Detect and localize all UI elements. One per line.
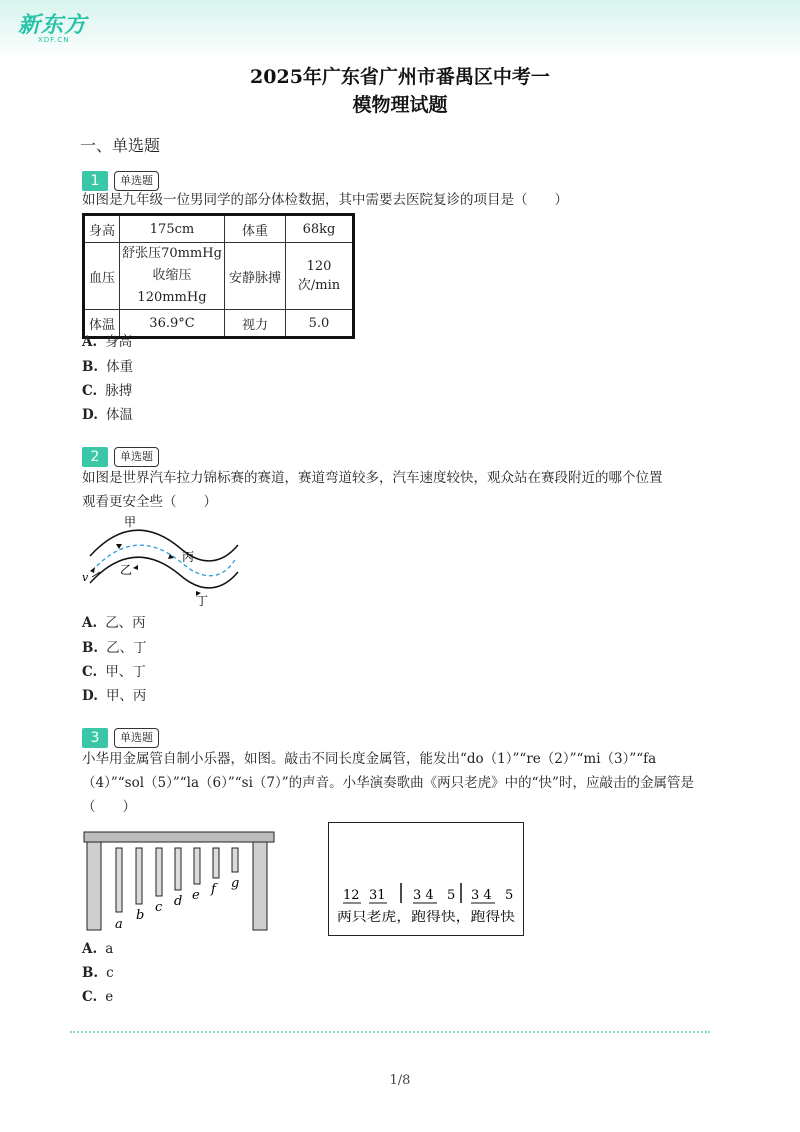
option-label: B. bbox=[82, 359, 99, 375]
option-label: A. bbox=[82, 334, 98, 350]
table-cell: 36.9°C bbox=[120, 310, 225, 338]
header-band bbox=[0, 0, 800, 60]
pipe-label-a: a bbox=[115, 917, 123, 932]
table-cell: 视力 bbox=[225, 310, 286, 338]
question-type-badge: 单选题 bbox=[114, 728, 159, 748]
question-stem-line1: 小华用金属管自制小乐器，如图。敲击不同长度金属管，能发出“do（1）”“re（2）”“mi（3）”“fa bbox=[82, 751, 657, 767]
question-type-badge: 单选题 bbox=[114, 171, 159, 191]
question-type-badge: 单选题 bbox=[114, 447, 159, 467]
table-cell-bp bbox=[120, 243, 225, 310]
option-text: a bbox=[105, 941, 114, 957]
table-cell-line: 收缩压120mmHg bbox=[137, 268, 207, 305]
pipe-d bbox=[175, 848, 181, 890]
music-score-box bbox=[328, 822, 524, 936]
score-lyrics: 两只老虎，跑得快，跑得快 bbox=[337, 910, 494, 925]
metal-pipes-figure bbox=[82, 830, 276, 934]
question-number: 3 bbox=[82, 728, 108, 748]
pipe-label-c: c bbox=[155, 900, 163, 915]
track-outer-edge bbox=[90, 530, 238, 561]
pipe-a bbox=[116, 848, 122, 912]
pipe-label-b: b bbox=[136, 908, 145, 923]
pipe-e bbox=[194, 848, 200, 884]
option-b[interactable] bbox=[82, 355, 133, 375]
table-cell: 120次/min bbox=[286, 243, 354, 310]
score-note: 5 bbox=[447, 888, 456, 903]
race-track-figure bbox=[78, 513, 248, 613]
table-cell: 安静脉搏 bbox=[225, 243, 286, 310]
option-label: A. bbox=[82, 615, 98, 631]
option-text: 体温 bbox=[105, 407, 133, 423]
option-text: 乙、丁 bbox=[106, 640, 147, 656]
option-text: 甲、丁 bbox=[105, 664, 146, 680]
arrow-icon bbox=[133, 565, 138, 570]
label-v: v bbox=[82, 571, 89, 584]
option-label: C. bbox=[82, 989, 98, 1005]
label-jia: 甲 bbox=[124, 515, 137, 529]
music-score bbox=[329, 823, 523, 935]
question-stem-line1: 如图是世界汽车拉力锦标赛的赛道，赛道弯道较多，汽车速度较快，观众站在赛段附近的哪个位置 bbox=[82, 470, 663, 486]
question-stem: 如图是九年级一位男同学的部分体检数据，其中需要去医院复诊的项目是（ ） bbox=[82, 192, 568, 208]
option-label: A. bbox=[82, 941, 98, 957]
option-d[interactable] bbox=[82, 684, 146, 704]
table-cell: 体重 bbox=[225, 215, 286, 243]
table-cell: 体温 bbox=[84, 310, 120, 338]
option-text: 脉搏 bbox=[105, 383, 133, 399]
track-inner-edge bbox=[90, 557, 238, 588]
option-b[interactable] bbox=[82, 636, 147, 656]
pipe-label-e: e bbox=[192, 888, 200, 903]
option-a[interactable] bbox=[82, 611, 146, 631]
option-text: e bbox=[105, 989, 114, 1005]
pipe-b bbox=[136, 848, 142, 904]
option-c[interactable] bbox=[82, 989, 113, 1005]
table-cell: 身高 bbox=[84, 215, 120, 243]
score-note: 5 bbox=[505, 888, 514, 903]
brand-logo bbox=[18, 8, 87, 44]
label-bing: 丙 bbox=[182, 550, 195, 564]
question-number: 2 bbox=[82, 447, 108, 467]
score-note: 31 bbox=[369, 888, 386, 903]
question-stem-line2: 观看更安全些（ ） bbox=[82, 494, 217, 510]
arrow-icon bbox=[90, 567, 95, 573]
pipe-f bbox=[213, 848, 219, 878]
table-cell: 5.0 bbox=[286, 310, 354, 338]
option-label: D. bbox=[82, 688, 98, 704]
pipe-g bbox=[232, 848, 238, 872]
option-label: D. bbox=[82, 407, 98, 423]
section-heading: 一、单选题 bbox=[80, 136, 161, 155]
option-text: c bbox=[106, 965, 114, 981]
option-text: 身高 bbox=[105, 334, 133, 350]
option-label: B. bbox=[82, 640, 99, 656]
table-top bbox=[84, 832, 274, 842]
option-c[interactable] bbox=[82, 660, 146, 680]
option-label: B. bbox=[82, 965, 99, 981]
label-ding: 丁 bbox=[196, 594, 209, 608]
score-note: 3 4 bbox=[413, 888, 434, 903]
score-note: 12 bbox=[343, 888, 360, 903]
checkup-table bbox=[82, 213, 355, 339]
pipe-label-g: g bbox=[231, 876, 240, 891]
option-text: 乙、丙 bbox=[105, 615, 146, 631]
question-stem-line3: （ ） bbox=[82, 799, 136, 815]
option-a[interactable] bbox=[82, 941, 113, 957]
pipe-c bbox=[156, 848, 162, 896]
table-cell-line: 舒张压70mmHg bbox=[122, 246, 222, 261]
logo-subtext: XDF.CN bbox=[38, 36, 70, 44]
option-a[interactable] bbox=[82, 330, 132, 350]
logo-text: 新东方 bbox=[18, 13, 88, 38]
arrow-icon bbox=[116, 544, 122, 549]
pipe-label-f: f bbox=[211, 882, 216, 897]
page-title-line1: 2025年广东省广州市番禺区中考一 bbox=[250, 66, 550, 88]
table-cell: 68kg bbox=[286, 215, 354, 243]
question-number: 1 bbox=[82, 171, 108, 191]
option-text: 甲、丙 bbox=[105, 688, 147, 704]
score-note: 3 4 bbox=[471, 888, 492, 903]
table-leg-left bbox=[87, 842, 101, 930]
label-yi: 乙 bbox=[120, 563, 133, 577]
option-c[interactable] bbox=[82, 379, 132, 399]
option-label: C. bbox=[82, 383, 98, 399]
page-title-line2: 模物理试题 bbox=[352, 94, 448, 116]
option-text: 体重 bbox=[106, 359, 134, 375]
option-b[interactable] bbox=[82, 965, 114, 981]
option-label: C. bbox=[82, 664, 98, 680]
footer-divider bbox=[70, 1031, 710, 1033]
question-stem-line2: （4）”“sol（5）”“la（6）”“si（7）”的声音。小华演奏歌曲《两只老虎》中的“快”时，应敲击的金属管是 bbox=[82, 775, 694, 791]
pipe-label-d: d bbox=[174, 894, 183, 909]
table-cell: 血压 bbox=[84, 243, 120, 310]
page-number: 1/8 bbox=[389, 1073, 411, 1088]
table-leg-right bbox=[253, 842, 267, 930]
table-cell: 175cm bbox=[120, 215, 225, 243]
option-d[interactable] bbox=[82, 403, 133, 423]
